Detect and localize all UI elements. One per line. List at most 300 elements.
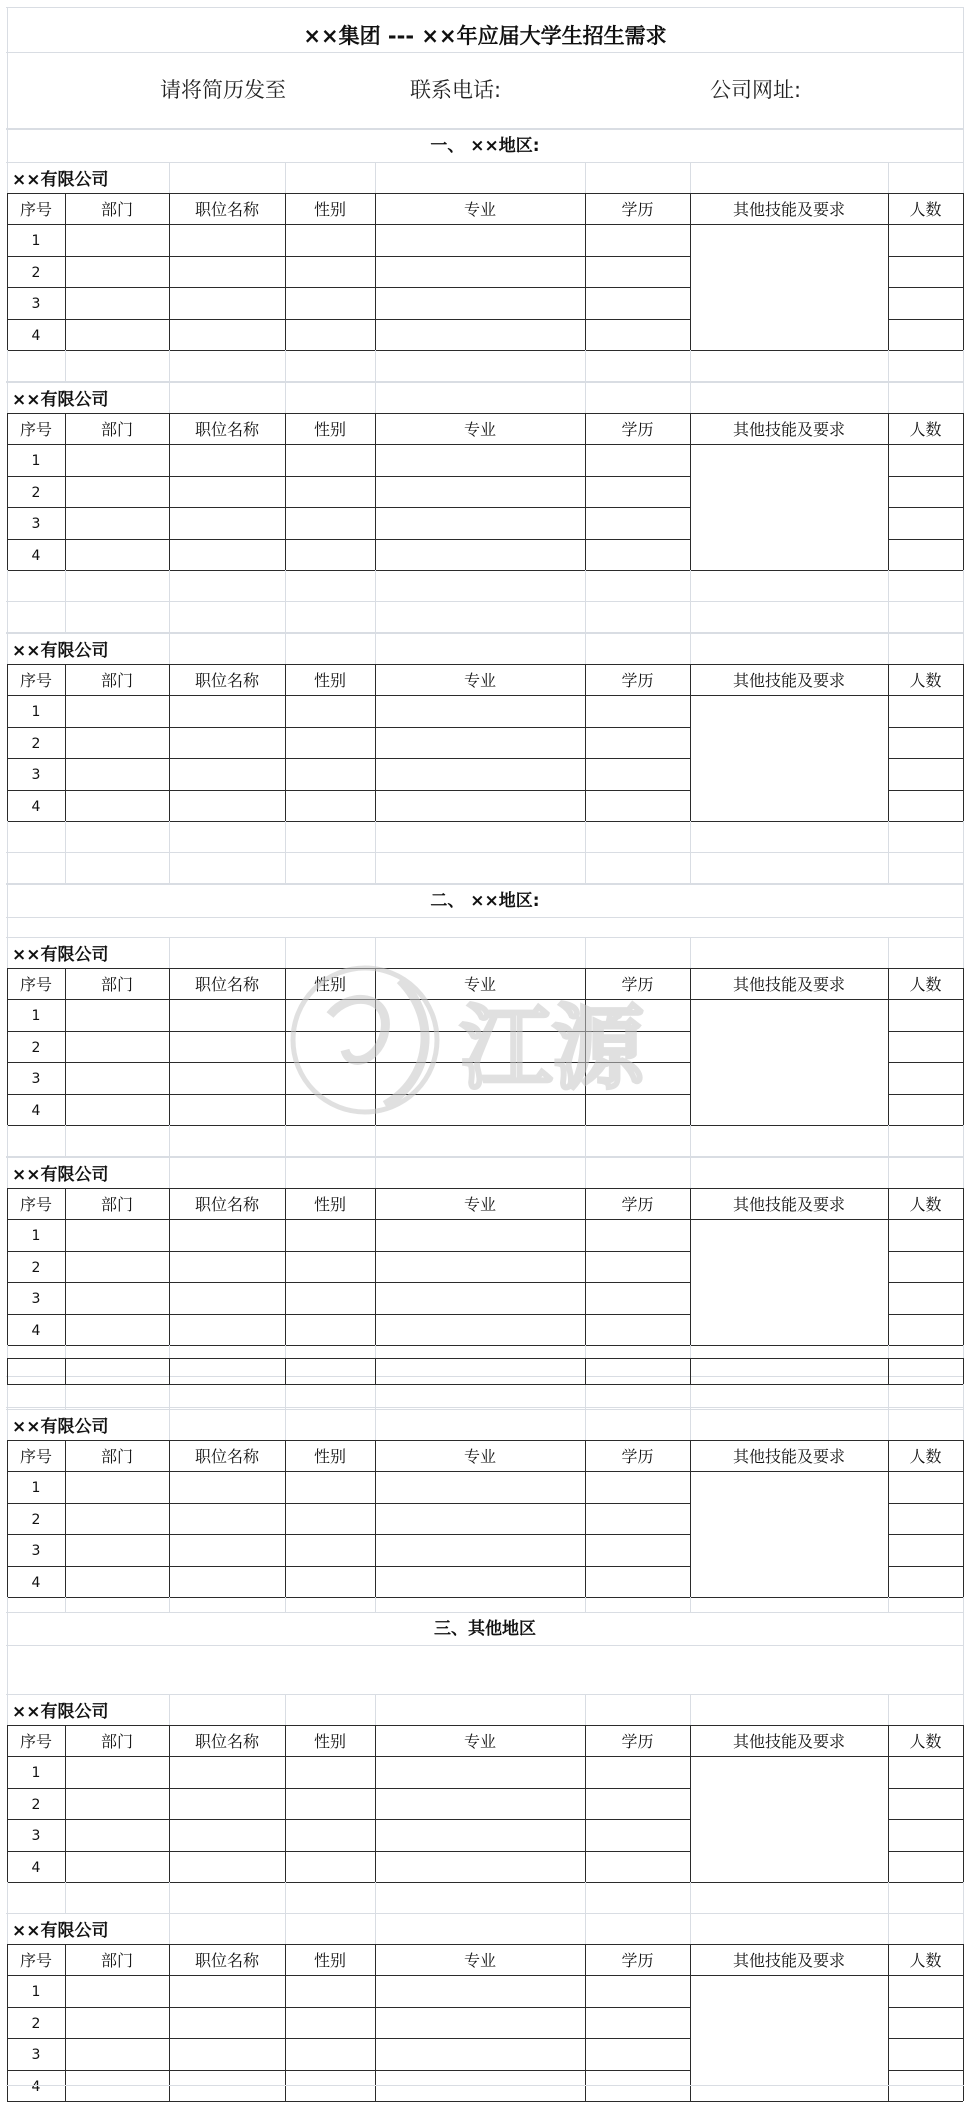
column-header: 性别 [313, 200, 346, 219]
grid-line [169, 937, 170, 968]
row-number: 3 [31, 516, 41, 532]
grid-line [375, 821, 376, 884]
row-number: 3 [31, 1071, 41, 1087]
grid-line [285, 570, 286, 633]
grid-line [285, 1913, 286, 1944]
grid-line [888, 382, 889, 413]
table-row[interactable] [7, 319, 963, 351]
table-row[interactable] [7, 1503, 963, 1535]
cell-border [963, 193, 964, 350]
row-number: 1 [31, 1008, 41, 1024]
cell-border [375, 1358, 376, 1384]
grid-line [585, 1913, 586, 1944]
grid-line [963, 162, 964, 193]
grid-line [888, 1882, 889, 1913]
column-header: 学历 [621, 200, 654, 219]
column-header: 专业 [463, 200, 496, 219]
grid-line [585, 937, 586, 968]
cell-border [7, 413, 963, 414]
column-header: 人数 [909, 420, 942, 439]
cell-border [690, 1358, 691, 1384]
grid-line [375, 1125, 376, 1157]
table-row[interactable] [7, 287, 963, 319]
grid-line [690, 162, 691, 193]
column-header: 部门 [100, 1447, 133, 1466]
column-header: 序号 [19, 975, 52, 994]
row-number: 4 [31, 798, 41, 815]
cell-border [963, 1725, 964, 1882]
grid-line [963, 1125, 964, 1157]
grid-line [888, 570, 889, 633]
cell-border [169, 1358, 170, 1384]
grid-line [6, 52, 964, 53]
grid-line [690, 1409, 691, 1440]
cell-border [7, 1725, 963, 1726]
row-number: 2 [31, 735, 41, 752]
grid-line [169, 1409, 170, 1440]
grid-line [690, 633, 691, 664]
column-header: 人数 [909, 1732, 942, 1751]
grid-line [6, 162, 964, 163]
grid-line [888, 633, 889, 664]
table-row[interactable] [7, 1471, 963, 1503]
company-name: ××有限公司 [12, 641, 109, 661]
row-number: 4 [31, 327, 41, 344]
grid-line [6, 917, 964, 918]
table-row[interactable] [7, 1819, 963, 1851]
grid-line [963, 1409, 964, 1440]
column-header: 序号 [19, 200, 52, 219]
table-row[interactable] [7, 1062, 963, 1094]
grid-line [65, 1882, 66, 1913]
grid-line [585, 382, 586, 413]
column-header: 专业 [463, 975, 496, 994]
grid-line [169, 382, 170, 413]
cell-border [585, 1358, 586, 1384]
company-name: ××有限公司 [12, 1921, 109, 1941]
grid-line [888, 350, 889, 382]
grid-line [169, 1125, 170, 1157]
column-header: 其他技能及要求 [732, 671, 845, 690]
grid-line [888, 937, 889, 968]
grid-line [963, 1882, 964, 1913]
grid-line [888, 821, 889, 884]
grid-line [375, 1157, 376, 1188]
row-number: 2 [31, 1796, 41, 1813]
column-header: 其他技能及要求 [732, 1951, 845, 1970]
table-row[interactable] [7, 444, 963, 476]
grid-line [6, 129, 964, 130]
grid-line [285, 1597, 286, 1612]
grid-line [963, 633, 964, 664]
table-row[interactable] [7, 790, 963, 822]
cell-border [7, 193, 963, 194]
row-number: 1 [31, 453, 41, 469]
watermark-text: 江源 [460, 995, 645, 1102]
column-header: 部门 [100, 1195, 133, 1214]
column-header: 人数 [909, 200, 942, 219]
table-row[interactable] [7, 1534, 963, 1566]
column-header: 专业 [463, 1951, 496, 1970]
row-number: 1 [31, 1765, 41, 1781]
table-row[interactable] [7, 1251, 963, 1283]
cell-border [963, 968, 964, 1125]
company-name: ××有限公司 [12, 945, 109, 965]
column-header: 性别 [313, 1447, 346, 1466]
column-header: 学历 [621, 671, 654, 690]
grid-line [7, 1125, 8, 1157]
company-name: ××有限公司 [12, 170, 109, 190]
table-row[interactable] [7, 1031, 963, 1063]
grid-line [585, 1882, 586, 1913]
grid-line [690, 1125, 691, 1157]
grid-line [6, 852, 964, 853]
column-header: 学历 [621, 1447, 654, 1466]
grid-line [65, 570, 66, 633]
grid-line [690, 1157, 691, 1188]
table-row[interactable] [7, 2007, 963, 2039]
table-row[interactable] [7, 2038, 963, 2070]
grid-line [585, 1694, 586, 1725]
grid-line [690, 570, 691, 633]
cell-border [963, 1944, 964, 2101]
grid-line [888, 1597, 889, 1612]
cell-border [888, 1358, 889, 1384]
column-header: 职位名称 [194, 200, 259, 219]
column-header: 其他技能及要求 [732, 975, 845, 994]
grid-line [169, 1913, 170, 1944]
table-row[interactable] [7, 758, 963, 790]
grid-line [169, 821, 170, 884]
column-header: 性别 [313, 420, 346, 439]
grid-line [6, 1645, 964, 1646]
cell-border [963, 1188, 964, 1345]
grid-line [375, 350, 376, 382]
grid-line [888, 1409, 889, 1440]
row-number: 3 [31, 1291, 41, 1307]
grid-line [6, 1694, 964, 1695]
cell-border [7, 570, 963, 571]
column-header: 部门 [100, 1951, 133, 1970]
grid-line [7, 1597, 8, 1612]
grid-line [285, 821, 286, 884]
column-header: 职位名称 [194, 420, 259, 439]
column-header: 其他技能及要求 [732, 1447, 845, 1466]
grid-line [6, 1376, 964, 1377]
grid-line [285, 382, 286, 413]
grid-line [963, 382, 964, 413]
column-header: 序号 [19, 420, 52, 439]
cell-border [285, 1358, 286, 1384]
column-header: 学历 [621, 1951, 654, 1970]
region-title: 三、其他地区 [434, 1619, 536, 1639]
column-header: 专业 [463, 1732, 496, 1751]
cell-border [963, 664, 964, 821]
grid-line [7, 821, 8, 884]
grid-line [285, 1125, 286, 1157]
grid-line [285, 937, 286, 968]
column-header: 职位名称 [194, 1732, 259, 1751]
grid-line [888, 1157, 889, 1188]
grid-line [963, 821, 964, 884]
column-header: 人数 [909, 1951, 942, 1970]
row-number: 4 [31, 1102, 41, 1119]
cell-border [963, 413, 964, 570]
row-number: 1 [31, 704, 41, 720]
row-number: 4 [31, 1322, 41, 1339]
grid-line [375, 570, 376, 633]
grid-line [285, 1882, 286, 1913]
column-header: 学历 [621, 420, 654, 439]
column-header: 序号 [19, 1195, 52, 1214]
grid-line [585, 1125, 586, 1157]
grid-line [6, 1409, 964, 1410]
row-number: 4 [31, 1574, 41, 1591]
grid-line [585, 162, 586, 193]
grid-line [6, 884, 964, 885]
column-header: 专业 [463, 671, 496, 690]
grid-line [963, 570, 964, 633]
row-number: 4 [31, 2078, 41, 2095]
grid-line [6, 1612, 964, 1613]
grid-line [169, 633, 170, 664]
column-header: 部门 [100, 1732, 133, 1751]
column-header: 其他技能及要求 [732, 1195, 845, 1214]
table-row[interactable] [7, 1282, 963, 1314]
grid-line [375, 633, 376, 664]
column-header: 性别 [313, 1951, 346, 1970]
region-title: 二、 ××地区: [430, 891, 540, 911]
company-name: ××有限公司 [12, 1165, 109, 1185]
table-row[interactable] [7, 1566, 963, 1598]
grid-line [963, 937, 964, 968]
grid-line [585, 570, 586, 633]
column-header: 专业 [463, 1195, 496, 1214]
table-row[interactable] [7, 256, 963, 288]
column-header: 部门 [100, 975, 133, 994]
cell-border [7, 1358, 8, 1384]
table-row[interactable] [7, 695, 963, 727]
cell-border [7, 350, 963, 351]
row-number: 4 [31, 1859, 41, 1876]
column-header: 其他技能及要求 [732, 420, 845, 439]
grid-line [65, 1125, 66, 1157]
column-header: 职位名称 [194, 1195, 259, 1214]
column-header: 部门 [100, 200, 133, 219]
grid-line [963, 1694, 964, 1725]
column-header: 其他技能及要求 [732, 200, 845, 219]
row-number: 2 [31, 2015, 41, 2032]
cell-border [65, 1358, 66, 1384]
row-number: 2 [31, 1259, 41, 1276]
grid-line [888, 162, 889, 193]
table-row[interactable] [7, 1851, 963, 1883]
column-header: 人数 [909, 671, 942, 690]
grid-line [169, 1694, 170, 1725]
company-name: ××有限公司 [12, 1417, 109, 1437]
grid-line [6, 2085, 964, 2086]
grid-line [7, 570, 8, 633]
cell-border [7, 968, 963, 969]
column-header: 部门 [100, 420, 133, 439]
grid-line [169, 1597, 170, 1612]
table-row[interactable] [7, 1219, 963, 1251]
grid-line [169, 570, 170, 633]
table-row[interactable] [7, 539, 963, 571]
row-number: 1 [31, 1228, 41, 1244]
grid-line [375, 1597, 376, 1612]
table-row[interactable] [7, 1975, 963, 2007]
grid-line [690, 821, 691, 884]
row-number: 2 [31, 484, 41, 501]
row-number: 2 [31, 1511, 41, 1528]
grid-line [6, 1913, 964, 1914]
column-header: 序号 [19, 671, 52, 690]
column-header: 专业 [463, 420, 496, 439]
column-header: 职位名称 [194, 1447, 259, 1466]
grid-line [65, 821, 66, 884]
grid-line [963, 1157, 964, 1188]
website-label: 公司网址: [710, 78, 802, 102]
grid-line [285, 1157, 286, 1188]
company-name: ××有限公司 [12, 390, 109, 410]
grid-line [375, 1882, 376, 1913]
grid-line [585, 1409, 586, 1440]
grid-line [6, 7, 964, 8]
grid-line [7, 350, 8, 382]
table-row[interactable] [7, 476, 963, 508]
grid-line [6, 1157, 964, 1158]
cell-border [7, 821, 963, 822]
grid-line [285, 1694, 286, 1725]
grid-line [375, 937, 376, 968]
column-header: 性别 [313, 975, 346, 994]
resume-label: 请将简历发至 [160, 78, 286, 102]
column-header: 人数 [909, 1447, 942, 1466]
column-header: 专业 [463, 1447, 496, 1466]
cell-border [7, 1358, 963, 1359]
grid-line [888, 1125, 889, 1157]
page-title: ××集团 --- ××年应届大学生招生需求 [303, 24, 667, 48]
column-header: 部门 [100, 671, 133, 690]
grid-line [690, 937, 691, 968]
grid-line [888, 1913, 889, 1944]
grid-line [65, 350, 66, 382]
grid-line [888, 1694, 889, 1725]
table-row[interactable] [7, 224, 963, 256]
column-header: 职位名称 [194, 1951, 259, 1970]
grid-line [690, 382, 691, 413]
table-row[interactable] [7, 1314, 963, 1346]
column-header: 职位名称 [194, 671, 259, 690]
region-title: 一、 ××地区: [430, 136, 540, 156]
grid-line [585, 633, 586, 664]
row-number: 3 [31, 1543, 41, 1559]
grid-line [585, 1157, 586, 1188]
table-row[interactable] [7, 507, 963, 539]
grid-line [65, 1597, 66, 1612]
column-header: 性别 [313, 671, 346, 690]
table-row[interactable] [7, 727, 963, 759]
grid-line [285, 350, 286, 382]
grid-line [375, 382, 376, 413]
grid-line [6, 382, 964, 383]
row-number: 3 [31, 296, 41, 312]
column-header: 职位名称 [194, 975, 259, 994]
table-row[interactable] [7, 1788, 963, 1820]
grid-line [169, 162, 170, 193]
cell-border [7, 1125, 963, 1126]
row-number: 1 [31, 233, 41, 249]
cell-border [7, 1944, 963, 1945]
cell-border [963, 1358, 964, 1384]
table-row[interactable] [7, 999, 963, 1031]
grid-line [690, 350, 691, 382]
grid-line [690, 1694, 691, 1725]
column-header: 学历 [621, 1732, 654, 1751]
row-number: 3 [31, 2047, 41, 2063]
column-header: 人数 [909, 975, 942, 994]
grid-line [375, 1409, 376, 1440]
grid-line [375, 1694, 376, 1725]
grid-line [285, 1409, 286, 1440]
column-header: 其他技能及要求 [732, 1732, 845, 1751]
row-number: 1 [31, 1480, 41, 1496]
grid-line [6, 601, 964, 602]
company-name: ××有限公司 [12, 1702, 109, 1722]
grid-line [169, 1157, 170, 1188]
grid-line [690, 1882, 691, 1913]
table-row[interactable] [7, 1756, 963, 1788]
grid-line [585, 1597, 586, 1612]
grid-line [285, 633, 286, 664]
grid-line [6, 1407, 964, 1408]
cell-border [7, 1440, 963, 1441]
cell-border [7, 1597, 963, 1598]
grid-line [963, 1597, 964, 1612]
cell-border [7, 1345, 963, 1346]
grid-line [690, 1597, 691, 1612]
cell-border [963, 1440, 964, 1597]
column-header: 学历 [621, 1195, 654, 1214]
column-header: 性别 [313, 1195, 346, 1214]
row-number: 3 [31, 1828, 41, 1844]
column-header: 性别 [313, 1732, 346, 1751]
cell-border [7, 1882, 963, 1883]
grid-line [169, 1882, 170, 1913]
column-header: 人数 [909, 1195, 942, 1214]
grid-line [285, 162, 286, 193]
cell-border [7, 664, 963, 665]
table-row[interactable] [7, 1094, 963, 1126]
grid-line [6, 937, 964, 938]
column-header: 序号 [19, 1447, 52, 1466]
grid-line [585, 821, 586, 884]
row-number: 1 [31, 1984, 41, 2000]
column-header: 序号 [19, 1732, 52, 1751]
column-header: 学历 [621, 975, 654, 994]
row-number: 2 [31, 1039, 41, 1056]
grid-line [585, 350, 586, 382]
row-number: 2 [31, 264, 41, 281]
grid-line [375, 162, 376, 193]
grid-line [6, 633, 964, 634]
cell-border [7, 1384, 963, 1385]
grid-line [963, 350, 964, 382]
column-header: 序号 [19, 1951, 52, 1970]
grid-line [690, 1913, 691, 1944]
grid-line [963, 1913, 964, 1944]
